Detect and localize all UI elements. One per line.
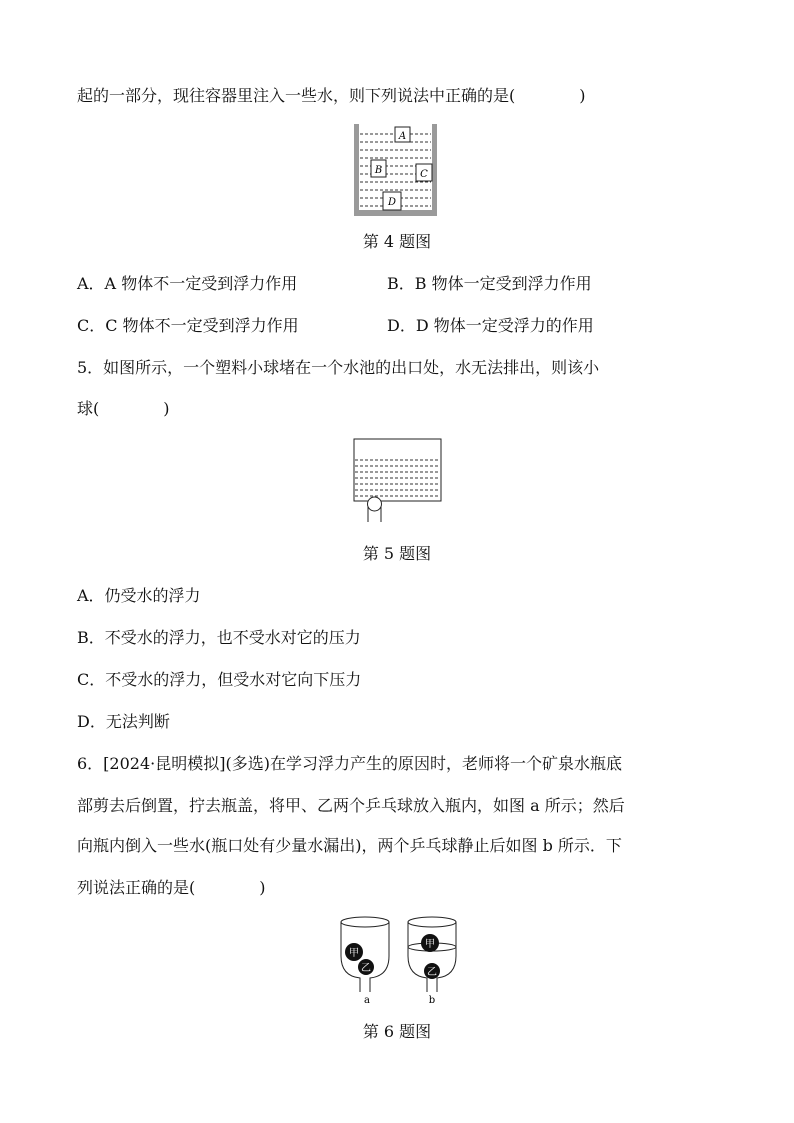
q4-option-b: B．B 物体一定受到浮力作用 bbox=[387, 274, 592, 293]
plastic-ball bbox=[368, 497, 382, 511]
q5-option-b: B．不受水的浮力，也不受水对它的压力 bbox=[77, 628, 361, 647]
q4-option-a: A．A 物体不一定受到浮力作用 bbox=[77, 274, 298, 293]
q6-stem-line2: 部剪去后倒置，拧去瓶盖，将甲、乙两个乒乓球放入瓶内，如图 a 所示；然后 bbox=[77, 796, 625, 815]
container-left-wall bbox=[354, 124, 359, 216]
q6-caption: 第 6 题图 bbox=[362, 1022, 432, 1041]
block-a-label: A bbox=[398, 131, 407, 142]
q4-caption: 第 4 题图 bbox=[362, 232, 432, 251]
block-c-label: C bbox=[420, 169, 428, 180]
bottle-a bbox=[341, 917, 389, 1006]
ball-yi-b-label: 乙 bbox=[427, 967, 437, 978]
q4-stem-tail: 起的一部分，现往容器里注入一些水，则下列说法中正确的是( ) bbox=[77, 86, 586, 105]
q6-stem-line4: 列说法正确的是( ) bbox=[77, 878, 266, 897]
label-b: b bbox=[428, 995, 436, 1006]
q5-option-c: C．不受水的浮力，但受水对它向下压力 bbox=[77, 670, 362, 689]
container-right-wall bbox=[432, 124, 437, 216]
q5-option-a: A．仍受水的浮力 bbox=[77, 586, 201, 605]
pool-outline bbox=[354, 439, 441, 501]
q5-figure-pool bbox=[353, 438, 445, 524]
block-b-label: B bbox=[374, 165, 383, 176]
block-d-label: D bbox=[387, 197, 397, 208]
q5-caption: 第 5 题图 bbox=[362, 544, 432, 563]
ball-jia-b-label: 甲 bbox=[425, 939, 435, 950]
q4-figure-container bbox=[352, 122, 442, 218]
q4-option-c: C．C 物体不一定受到浮力作用 bbox=[77, 316, 299, 335]
ball-yi-a-label: 乙 bbox=[361, 963, 371, 974]
container-bottom bbox=[354, 210, 437, 216]
q6-stem-line3: 向瓶内倒入一些水(瓶口处有少量水漏出)，两个乒乓球静止后如图 b 所示．下 bbox=[77, 836, 622, 855]
label-a: a bbox=[364, 995, 370, 1006]
q5-stem-line2: 球( ) bbox=[77, 399, 170, 418]
q6-stem-line1: 6．[2024·昆明模拟](多选)在学习浮力产生的原因时，老师将一个矿泉水瓶底 bbox=[77, 754, 622, 773]
q4-option-d: D．D 物体一定受浮力的作用 bbox=[387, 316, 594, 335]
q6-figure-bottles bbox=[332, 912, 467, 1008]
bottle-b bbox=[408, 917, 456, 1006]
ball-jia-a-label: 甲 bbox=[349, 948, 359, 959]
q5-option-d: D．无法判断 bbox=[77, 712, 170, 731]
q5-stem-line1: 5．如图所示，一个塑料小球堵在一个水池的出口处，水无法排出，则该小 bbox=[77, 358, 600, 377]
